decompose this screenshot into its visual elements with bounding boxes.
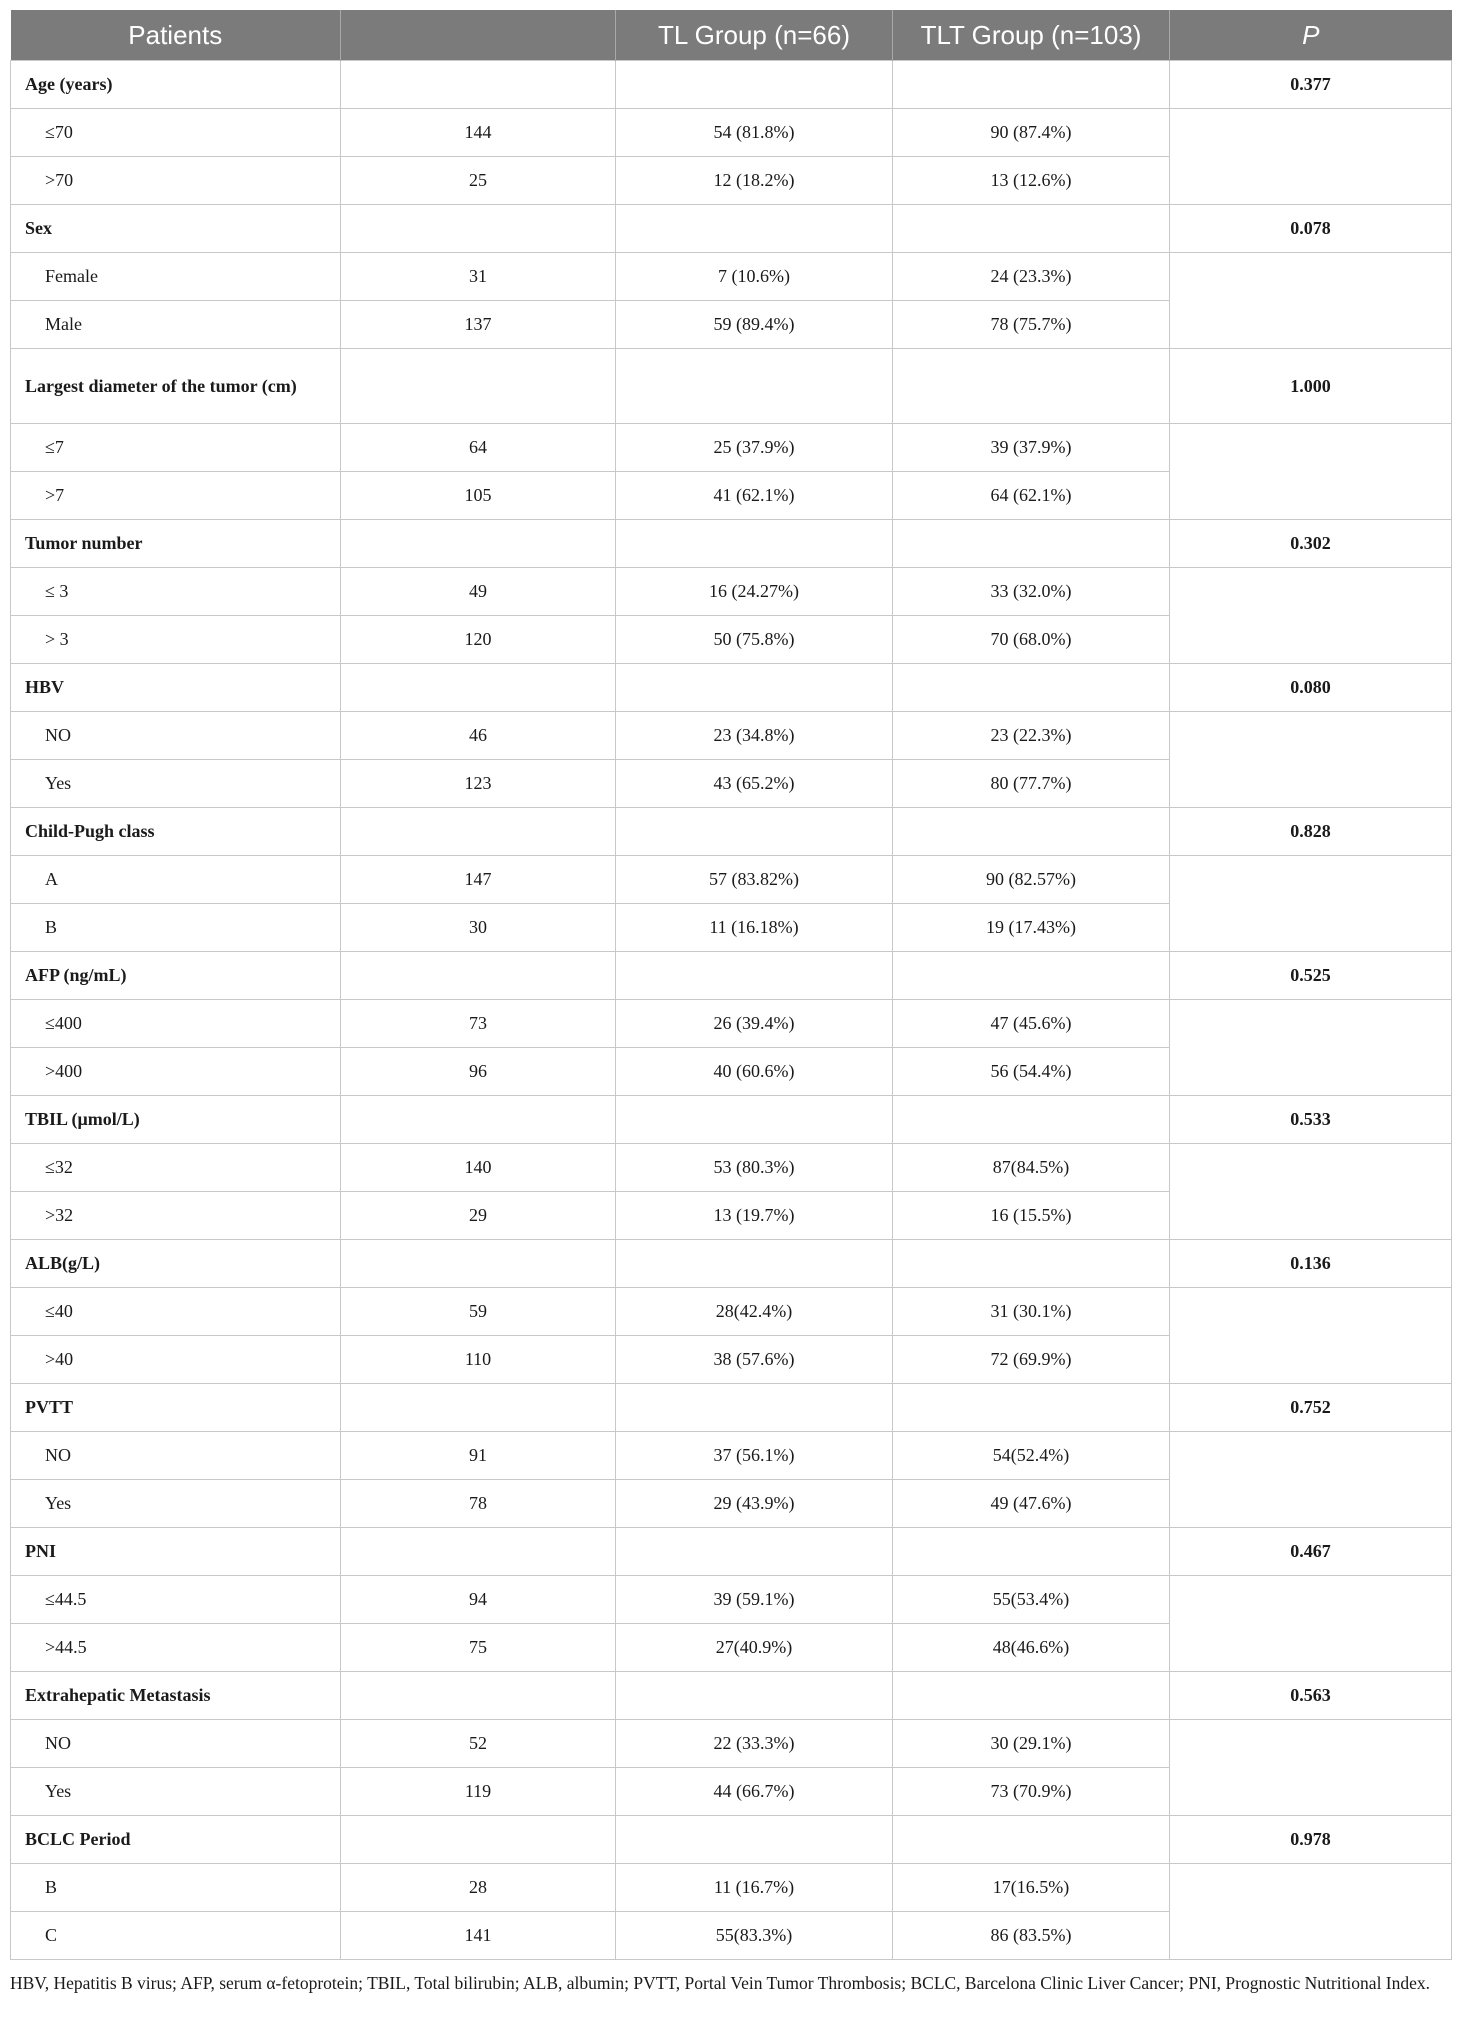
row-tl-value: 38 (57.6%) (616, 1336, 893, 1384)
row-total: 140 (341, 1144, 616, 1192)
section-empty-cell (893, 61, 1170, 109)
p-value: 0.525 (1170, 952, 1452, 1000)
p-value: 0.563 (1170, 1672, 1452, 1720)
p-value: 0.978 (1170, 1816, 1452, 1864)
row-tlt-value: 24 (23.3%) (893, 253, 1170, 301)
section-empty-cell (893, 1816, 1170, 1864)
row-tl-value: 7 (10.6%) (616, 253, 893, 301)
section-empty-cell (616, 349, 893, 424)
row-tlt-value: 16 (15.5%) (893, 1192, 1170, 1240)
row-total: 119 (341, 1768, 616, 1816)
section-header-row (11, 1384, 1452, 1432)
row-tl-value: 11 (16.7%) (616, 1864, 893, 1912)
row-tl-value: 27(40.9%) (616, 1624, 893, 1672)
section-empty-cell (893, 205, 1170, 253)
row-tlt-value: 90 (82.57%) (893, 856, 1170, 904)
row-tlt-value: 31 (30.1%) (893, 1288, 1170, 1336)
section-empty-cell (341, 61, 616, 109)
p-value: 0.080 (1170, 664, 1452, 712)
p-value: 0.828 (1170, 808, 1452, 856)
table-body (11, 61, 1452, 1960)
row-tlt-value: 13 (12.6%) (893, 157, 1170, 205)
section-header-row (11, 952, 1452, 1000)
row-total: 91 (341, 1432, 616, 1480)
section-empty-cell (616, 61, 893, 109)
p-value-span-cell (1170, 424, 1452, 520)
section-empty-cell (616, 520, 893, 568)
table-row (11, 1432, 1452, 1480)
row-tl-value: 43 (65.2%) (616, 760, 893, 808)
p-value: 0.533 (1170, 1096, 1452, 1144)
row-label: > 3 (11, 616, 341, 664)
row-label: ≤44.5 (11, 1576, 341, 1624)
row-label: Yes (11, 1768, 341, 1816)
row-tlt-value: 70 (68.0%) (893, 616, 1170, 664)
row-label: ≤40 (11, 1288, 341, 1336)
section-empty-cell (341, 1816, 616, 1864)
row-tlt-value: 30 (29.1%) (893, 1720, 1170, 1768)
section-empty-cell (893, 952, 1170, 1000)
row-total: 29 (341, 1192, 616, 1240)
row-tl-value: 55(83.3%) (616, 1912, 893, 1960)
row-total: 25 (341, 157, 616, 205)
section-empty-cell (893, 349, 1170, 424)
section-empty-cell (341, 205, 616, 253)
table-row (11, 1000, 1452, 1048)
p-value-span-cell (1170, 1000, 1452, 1096)
patient-characteristics-table (10, 10, 1452, 1960)
row-tl-value: 37 (56.1%) (616, 1432, 893, 1480)
section-empty-cell (893, 664, 1170, 712)
row-total: 30 (341, 904, 616, 952)
section-header-row (11, 1816, 1452, 1864)
row-tlt-value: 19 (17.43%) (893, 904, 1170, 952)
p-value: 0.752 (1170, 1384, 1452, 1432)
section-empty-cell (893, 520, 1170, 568)
row-label: NO (11, 1432, 341, 1480)
section-empty-cell (341, 520, 616, 568)
row-tlt-value: 54(52.4%) (893, 1432, 1170, 1480)
row-tlt-value: 33 (32.0%) (893, 568, 1170, 616)
row-tl-value: 44 (66.7%) (616, 1768, 893, 1816)
header-tl-group: TL Group (n=66) (616, 10, 893, 61)
row-tl-value: 40 (60.6%) (616, 1048, 893, 1096)
row-label: >70 (11, 157, 341, 205)
table-footnote: HBV, Hepatitis B virus; AFP, serum α-fetoprotein; TBIL, Total bilirubin; ALB, albumin; PVTT, Portal Vein Tumor Thrombosis; BCLC, Barcelona Clinic Liver Cancer; PNI, Prognostic Nutritional Index. (10, 1973, 1431, 1993)
table-row (11, 856, 1452, 904)
p-value-span-cell (1170, 1288, 1452, 1384)
row-label: Male (11, 301, 341, 349)
row-tlt-value: 48(46.6%) (893, 1624, 1170, 1672)
section-empty-cell (341, 1528, 616, 1576)
row-total: 28 (341, 1864, 616, 1912)
row-label: NO (11, 712, 341, 760)
p-value-span-cell (1170, 1432, 1452, 1528)
section-label: HBV (11, 664, 341, 712)
section-label: PVTT (11, 1384, 341, 1432)
row-label: ≤32 (11, 1144, 341, 1192)
row-total: 96 (341, 1048, 616, 1096)
row-tl-value: 22 (33.3%) (616, 1720, 893, 1768)
row-tl-value: 54 (81.8%) (616, 109, 893, 157)
section-empty-cell (341, 808, 616, 856)
section-header-row (11, 1528, 1452, 1576)
row-tlt-value: 72 (69.9%) (893, 1336, 1170, 1384)
section-label: PNI (11, 1528, 341, 1576)
p-value-span-cell (1170, 856, 1452, 952)
row-total: 110 (341, 1336, 616, 1384)
section-label: Tumor number (11, 520, 341, 568)
row-total: 137 (341, 301, 616, 349)
section-header-row (11, 808, 1452, 856)
section-empty-cell (341, 1240, 616, 1288)
row-tlt-value: 23 (22.3%) (893, 712, 1170, 760)
row-total: 144 (341, 109, 616, 157)
section-header-row (11, 1096, 1452, 1144)
p-value-span-cell (1170, 1144, 1452, 1240)
row-tl-value: 53 (80.3%) (616, 1144, 893, 1192)
row-tl-value: 12 (18.2%) (616, 157, 893, 205)
row-tl-value: 25 (37.9%) (616, 424, 893, 472)
section-label: TBIL (μmol/L) (11, 1096, 341, 1144)
row-tl-value: 13 (19.7%) (616, 1192, 893, 1240)
row-label: ≤7 (11, 424, 341, 472)
section-label: Sex (11, 205, 341, 253)
row-total: 46 (341, 712, 616, 760)
row-tlt-value: 78 (75.7%) (893, 301, 1170, 349)
row-total: 75 (341, 1624, 616, 1672)
section-label: BCLC Period (11, 1816, 341, 1864)
section-empty-cell (893, 808, 1170, 856)
section-label: Largest diameter of the tumor (cm) (11, 349, 341, 424)
header-tlt-group: TLT Group (n=103) (893, 10, 1170, 61)
row-label: C (11, 1912, 341, 1960)
table-container (10, 10, 1451, 1960)
section-empty-cell (616, 1528, 893, 1576)
row-label: ≤ 3 (11, 568, 341, 616)
p-value: 0.467 (1170, 1528, 1452, 1576)
section-empty-cell (616, 1816, 893, 1864)
section-empty-cell (893, 1096, 1170, 1144)
row-total: 78 (341, 1480, 616, 1528)
p-value-span-cell (1170, 1864, 1452, 1960)
row-tl-value: 11 (16.18%) (616, 904, 893, 952)
section-empty-cell (341, 1096, 616, 1144)
row-tl-value: 41 (62.1%) (616, 472, 893, 520)
table-row (11, 1288, 1452, 1336)
p-value: 0.078 (1170, 205, 1452, 253)
row-total: 141 (341, 1912, 616, 1960)
section-label: AFP (ng/mL) (11, 952, 341, 1000)
row-tlt-value: 86 (83.5%) (893, 1912, 1170, 1960)
row-label: A (11, 856, 341, 904)
table-row (11, 424, 1452, 472)
section-empty-cell (341, 664, 616, 712)
section-header-row (11, 205, 1452, 253)
section-label: ALB(g/L) (11, 1240, 341, 1288)
section-empty-cell (893, 1528, 1170, 1576)
row-tl-value: 50 (75.8%) (616, 616, 893, 664)
row-label: >400 (11, 1048, 341, 1096)
row-tlt-value: 56 (54.4%) (893, 1048, 1170, 1096)
table-row (11, 568, 1452, 616)
section-empty-cell (893, 1672, 1170, 1720)
row-label: B (11, 904, 341, 952)
table-row (11, 1576, 1452, 1624)
p-value-span-cell (1170, 109, 1452, 205)
row-total: 52 (341, 1720, 616, 1768)
p-value-span-cell (1170, 253, 1452, 349)
row-tlt-value: 73 (70.9%) (893, 1768, 1170, 1816)
section-empty-cell (616, 1384, 893, 1432)
section-empty-cell (616, 808, 893, 856)
section-empty-cell (616, 1672, 893, 1720)
section-empty-cell (616, 952, 893, 1000)
row-total: 49 (341, 568, 616, 616)
section-empty-cell (616, 205, 893, 253)
row-label: B (11, 1864, 341, 1912)
section-label: Age (years) (11, 61, 341, 109)
section-label: Child-Pugh class (11, 808, 341, 856)
p-value-span-cell (1170, 1720, 1452, 1816)
row-tl-value: 26 (39.4%) (616, 1000, 893, 1048)
section-header-row (11, 1240, 1452, 1288)
row-tl-value: 57 (83.82%) (616, 856, 893, 904)
row-tlt-value: 80 (77.7%) (893, 760, 1170, 808)
section-empty-cell (341, 349, 616, 424)
table-row (11, 253, 1452, 301)
p-value: 0.136 (1170, 1240, 1452, 1288)
row-tlt-value: 17(16.5%) (893, 1864, 1170, 1912)
p-value-span-cell (1170, 568, 1452, 664)
header-patients: Patients (11, 10, 341, 61)
section-header-row (11, 349, 1452, 424)
section-empty-cell (616, 1240, 893, 1288)
section-empty-cell (341, 1672, 616, 1720)
row-total: 31 (341, 253, 616, 301)
section-empty-cell (341, 1384, 616, 1432)
row-tlt-value: 47 (45.6%) (893, 1000, 1170, 1048)
p-value: 0.377 (1170, 61, 1452, 109)
table-row (11, 1720, 1452, 1768)
table-header-row (11, 10, 1452, 61)
section-empty-cell (893, 1384, 1170, 1432)
row-total: 147 (341, 856, 616, 904)
row-label: Female (11, 253, 341, 301)
section-header-row (11, 520, 1452, 568)
row-total: 120 (341, 616, 616, 664)
p-value-span-cell (1170, 1576, 1452, 1672)
p-value: 1.000 (1170, 349, 1452, 424)
section-label: Extrahepatic Metastasis (11, 1672, 341, 1720)
row-total: 94 (341, 1576, 616, 1624)
section-header-row (11, 664, 1452, 712)
row-label: ≤70 (11, 109, 341, 157)
row-label: NO (11, 1720, 341, 1768)
section-empty-cell (616, 664, 893, 712)
section-header-row (11, 61, 1452, 109)
row-tl-value: 23 (34.8%) (616, 712, 893, 760)
table-row (11, 712, 1452, 760)
header-total (341, 10, 616, 61)
p-value-span-cell (1170, 712, 1452, 808)
row-tl-value: 28(42.4%) (616, 1288, 893, 1336)
table-row (11, 1144, 1452, 1192)
row-label: >7 (11, 472, 341, 520)
header-p-value: P (1170, 10, 1452, 61)
row-label: ≤400 (11, 1000, 341, 1048)
section-empty-cell (341, 952, 616, 1000)
row-label: Yes (11, 1480, 341, 1528)
row-label: >44.5 (11, 1624, 341, 1672)
row-tlt-value: 49 (47.6%) (893, 1480, 1170, 1528)
row-tlt-value: 39 (37.9%) (893, 424, 1170, 472)
section-header-row (11, 1672, 1452, 1720)
row-total: 123 (341, 760, 616, 808)
row-tlt-value: 55(53.4%) (893, 1576, 1170, 1624)
p-value: 0.302 (1170, 520, 1452, 568)
row-tl-value: 29 (43.9%) (616, 1480, 893, 1528)
row-tl-value: 16 (24.27%) (616, 568, 893, 616)
section-empty-cell (616, 1096, 893, 1144)
row-label: >40 (11, 1336, 341, 1384)
row-label: Yes (11, 760, 341, 808)
row-tl-value: 59 (89.4%) (616, 301, 893, 349)
row-total: 59 (341, 1288, 616, 1336)
row-tlt-value: 90 (87.4%) (893, 109, 1170, 157)
row-total: 64 (341, 424, 616, 472)
row-total: 105 (341, 472, 616, 520)
table-row (11, 1864, 1452, 1912)
row-tlt-value: 64 (62.1%) (893, 472, 1170, 520)
table-row (11, 109, 1452, 157)
row-tl-value: 39 (59.1%) (616, 1576, 893, 1624)
row-total: 73 (341, 1000, 616, 1048)
section-empty-cell (893, 1240, 1170, 1288)
row-tlt-value: 87(84.5%) (893, 1144, 1170, 1192)
row-label: >32 (11, 1192, 341, 1240)
